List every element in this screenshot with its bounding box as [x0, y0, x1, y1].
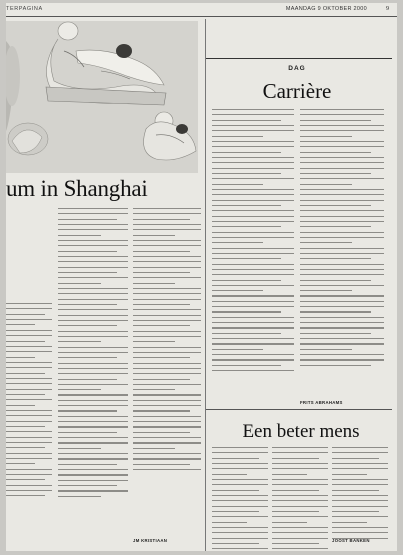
section-name: TERPAGINA	[6, 6, 43, 12]
column-author: FRITS ABRAHAMS	[300, 400, 343, 405]
bottom-text-col-3	[332, 447, 388, 543]
column-box-top-rule	[206, 58, 392, 59]
article-body-column-3	[133, 208, 201, 474]
column-box-bottom-rule	[206, 409, 392, 410]
header-date: MAANDAG 9 OKTOBER 2000	[285, 6, 367, 12]
bottom-text-col-1	[212, 447, 268, 554]
newspaper-page	[6, 3, 397, 551]
article-byline: JM KRISTIAAN	[133, 538, 168, 543]
page-header	[6, 3, 397, 17]
column-title: Carrière	[262, 79, 332, 103]
article-body-column-1	[6, 330, 52, 501]
column-text-right	[300, 109, 384, 370]
column-text-left	[212, 109, 294, 375]
bottom-text-col-2	[272, 447, 328, 554]
bottom-article-author: JOOST BANKEN	[332, 538, 370, 543]
column-label: DAG	[288, 65, 306, 72]
photo-caption	[6, 303, 54, 330]
article-headline: um in Shanghai	[6, 176, 148, 201]
header-rule	[6, 16, 397, 17]
article-body-column-2	[58, 208, 128, 501]
column-divider	[205, 19, 206, 551]
bottom-article-title: Een beter mens	[242, 421, 360, 442]
article-photo	[6, 21, 198, 173]
page-number: 9	[386, 6, 389, 12]
